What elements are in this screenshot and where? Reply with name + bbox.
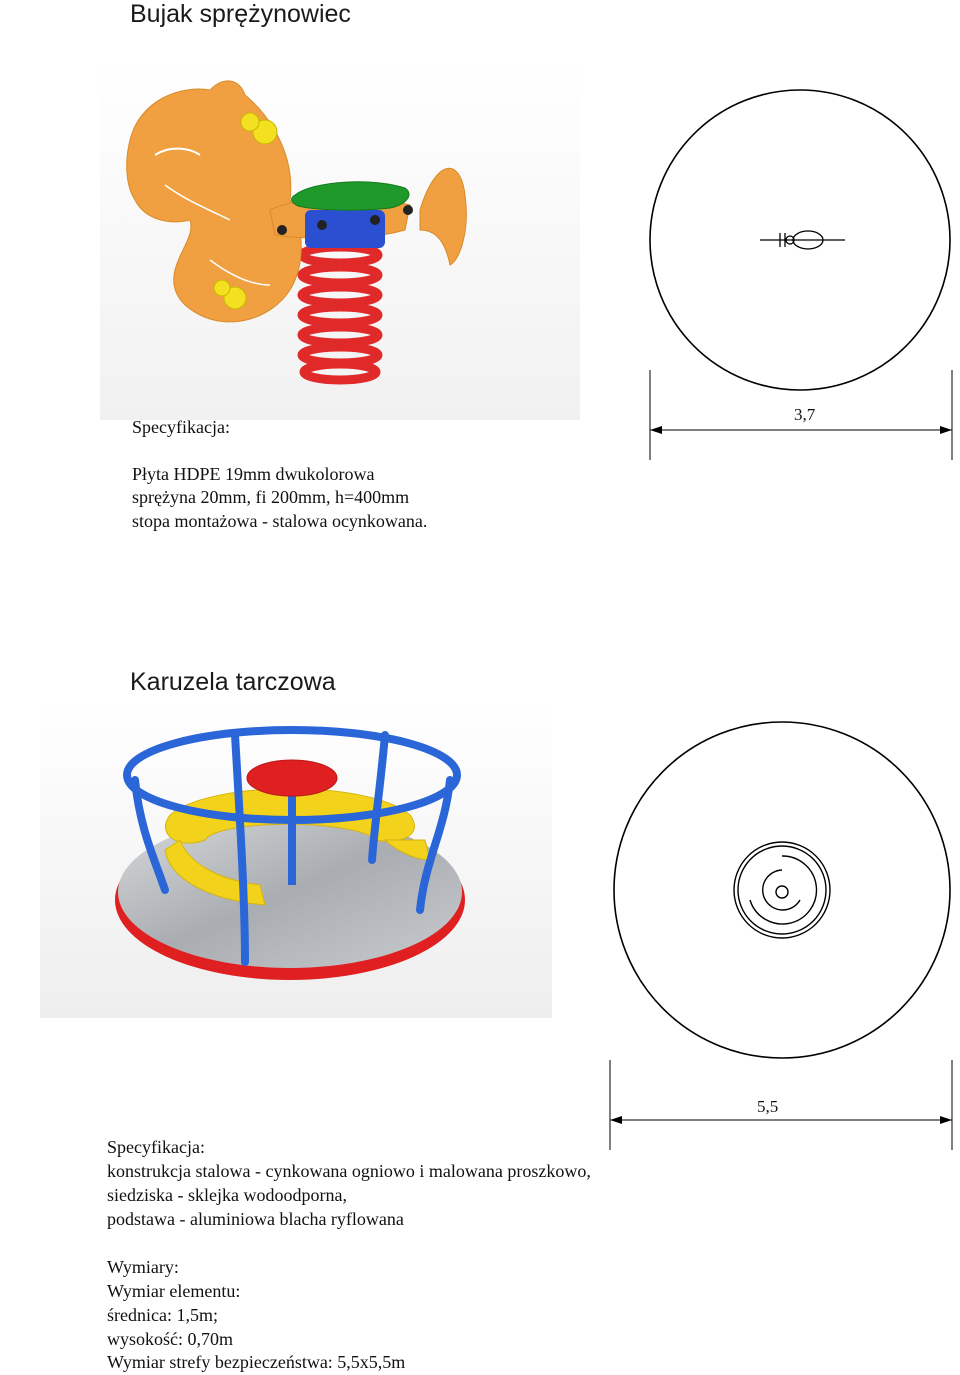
section1-title: Bujak sprężynowiec [130,0,351,28]
section2-spec-line: konstrukcja stalowa - cynkowana ogniowo i malowana proszkowo, [107,1161,591,1181]
section2-spec-label: Specyfikacja: [107,1137,205,1157]
safety-zone-plan-1 [640,80,960,460]
section2-dims-line: Wymiar elementu: [107,1281,241,1301]
section1-spec-line: sprężyna 20mm, fi 200mm, h=400mm [132,487,410,507]
carousel-illustration [40,700,552,1018]
section1-spec-line: Płyta HDPE 19mm dwukolorowa [132,464,375,484]
dimension-label-1: 3,7 [794,405,816,424]
section2-dims-line: wysokość: 0,70m [107,1329,233,1349]
section2-dims-label: Wymiary: [107,1257,179,1277]
section2-spec-line: podstawa - aluminiowa blacha ryflowana [107,1209,404,1229]
section2-title: Karuzela tarczowa [130,668,336,696]
section2-dims-line: Wymiar strefy bezpieczeństwa: 5,5x5,5m [107,1352,406,1372]
section1-spec-label: Specyfikacja: [132,417,230,437]
section2-dims-line: średnica: 1,5m; [107,1305,218,1325]
spring-rider-illustration [100,60,580,420]
section2-spec-line: siedziska - sklejka wodoodporna, [107,1185,347,1205]
safety-zone-plan-2 [600,720,960,1150]
section1-spec-line: stopa montażowa - stalowa ocynkowana. [132,511,428,531]
dimension-label-2: 5,5 [757,1097,779,1116]
